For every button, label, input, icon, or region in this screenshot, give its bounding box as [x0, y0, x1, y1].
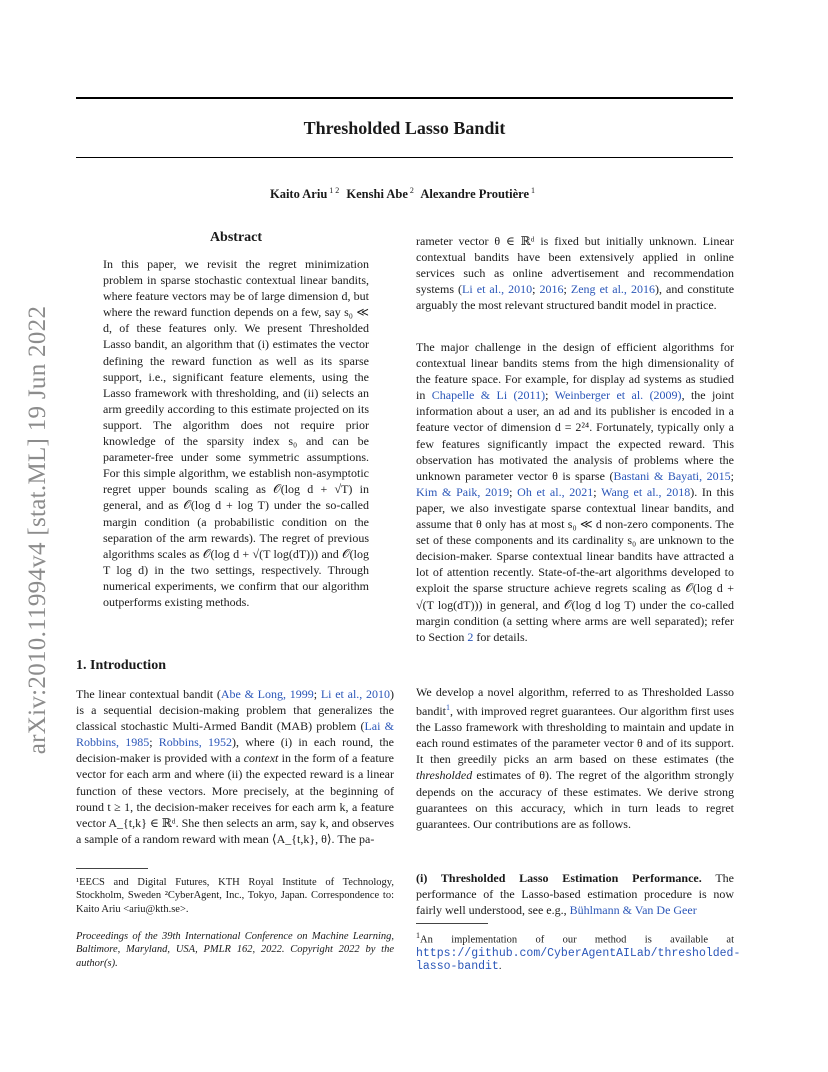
text-run: . [498, 961, 502, 973]
emphasis-thresholded: thresholded [416, 768, 473, 783]
text-run: ) is a sequential decision-making problem that generalizes the classical stochastic Multi-Armed Bandit (MAB) problem ( [76, 687, 395, 734]
arxiv-stamp: arXiv:2010.11994v4 [stat.ML] 19 Jun 2022 [24, 305, 51, 755]
footnote-proceedings: Proceedings of the 39th International Conference on Machine Learning, Baltimore, Maryland, USA, PMLR 162, 2022. Copyright 2022 by the author(s). [76, 931, 394, 969]
citation-link[interactable]: Kim & Paik, 2019 [416, 484, 510, 499]
abstract-paragraph: In this paper, we revisit the regret minimization problem in sparse stochastic contextual linear bandits, where feature vectors may be of large dimension d, but where the reward function depends on a few, say s₀ ≪ d, of these features only. We present Thresholded Lasso bandit, an algorithm that (i) estimates the vector defining the reward function as well as its sparse support, i.e., significant feature elements, using the Lasso framework with thresholding, and (ii) selects an arm greedily according to this estimate projected on its support. The algorithm does not require prior knowledge of the sparsity index s₀ and can be parameter-free under some symmetric assumptions. For this simple algorithm, we establish non-asymptotic regret upper bounds scaling as 𝒪(log d + √T) in general, and as 𝒪(log d + log T) under the so-called margin condition (a probabilistic condition on the separation of the arm rewards). The regret of previous algorithms scales as 𝒪(log d + √(T log(dT))) and 𝒪(log T log d) in the two settings, respectively. Through numerical experiments, we confirm that our algorithm outperforms existing methods. [103, 257, 369, 609]
text-run: ; [532, 282, 540, 297]
footnote-marker[interactable]: 1 [446, 703, 450, 713]
citation-link[interactable]: Robbins, 1952 [158, 735, 233, 750]
citation-link[interactable]: Oh et al., 2021 [517, 484, 594, 499]
citation-link[interactable]: Wang et al., 2018 [601, 484, 691, 499]
text-run: ; [545, 388, 555, 403]
text-run: ). In this paper, we also investigate sparse contextual linear bandits, and assume that θ only has at most s₀ ≪ d non-zero components. The set of these components and its cardinality s₀ are unknown to the decision-maker. Sparse contextual linear bandits have attracted a lot of attention recently. State-of-the-art algorithms developed to exploit the sparse structure achieve regrets scaling as 𝒪(log d + √(T log(dT))) in general, and 𝒪(log d log T) under the co-called margin condition (a setting where arms are well separated); refer to Section [416, 484, 734, 644]
author-affiliation: 1 2 [329, 186, 340, 195]
right-paragraph-1 [416, 233, 734, 313]
text-run: The linear contextual bandit ( [76, 687, 221, 701]
text-run: ), where (i) in each round, the decision-maker is provided with a [76, 735, 394, 766]
citation-link[interactable]: Abe & Long, 1999 [220, 687, 314, 701]
citation-link[interactable]: 2016 [539, 282, 564, 297]
footnote-rule-left [76, 868, 148, 869]
author-affiliation: 1 [531, 186, 535, 195]
abstract-body [103, 256, 369, 610]
citation-link[interactable]: Lai & Robbins, 1985 [76, 719, 394, 750]
section-heading-introduction: 1. Introduction [76, 658, 166, 673]
text-run: ; [593, 484, 602, 499]
text-run: The performance of the Lasso-based estimation procedure is now fairly well understood, see e.g., [416, 871, 734, 918]
text-run: rameter vector θ ∈ ℝᵈ is fixed but initially unknown. Linear contextual bandits have been extensively applied in online services such as online advertisement and recommendation systems ( [416, 234, 734, 297]
text-run: ; [509, 484, 518, 499]
text-run: estimates of θ). The regret of the algorithm strongly depends on the accuracy of these estimates. We derive strong guarantees on this accuracy, which in turn leads to regret guarantees. Our contributions are as follows. [416, 768, 734, 831]
text-run: ), and constitute arguably the most relevant structured bandit model in practice. [416, 282, 735, 313]
text-run: ; [730, 468, 734, 483]
text-run: , the joint information about a user, an ad and its publisher is encoded in a feature vector of dimension d = 2²⁴. Fortunately, typically only a few features significantly impact the expected reward. This observation has motivated the analysis of problems where the unknown parameter vector θ is sparse ( [416, 388, 735, 483]
footnote-rule-right [416, 923, 488, 924]
footnote-affiliations: ¹EECS and Digital Futures, KTH Royal Institute of Technology, Stockholm, Sweden ²CyberAgent, Inc., Tokyo, Japan. Correspondence to: Kaito Ariu <ariu@kth.se>. [76, 877, 394, 915]
text-run: ; [313, 687, 321, 701]
right-paragraph-2 [416, 339, 734, 645]
author-name: Kenshi Abe [346, 187, 408, 202]
text-run: The major challenge in the design of efficient algorithms for contextual linear bandits stems from the high dimensionality of the feature space. For example, for display ad systems as studied in [416, 340, 734, 403]
title-rule-bottom [76, 157, 733, 158]
author-name: Alexandre Proutière [420, 187, 529, 202]
paper-title: Thresholded Lasso Bandit [303, 118, 506, 138]
citation-link[interactable]: Chapelle & Li (2011) [431, 388, 546, 403]
code-repository-link[interactable]: https://github.com/CyberAgentAILab/thresholded-lasso-bandit [416, 946, 741, 974]
abstract-heading: Abstract [209, 230, 263, 245]
paragraph-lead-heading: (i) Thresholded Lasso Estimation Performance. [416, 871, 702, 885]
author-affiliation: 2 [409, 186, 414, 195]
text-run: , with improved regret guarantees. Our algorithm first uses the Lasso framework with thresholding to maintain and update in each round estimates of the parameter vector θ and of its support. It then greedily picks an arm based on these estimates (the [416, 704, 734, 767]
text-run: ; [149, 735, 159, 750]
text-run: We develop a novel algorithm, referred to as Thresholded Lasso bandit [416, 685, 734, 719]
title-rule-top [76, 97, 733, 99]
right-paragraph-3 [416, 684, 734, 832]
citation-link[interactable]: Li et al., 2010 [320, 687, 391, 701]
text-run: An implementation of our method is available at [420, 934, 734, 946]
footnote-number: 1 [416, 931, 420, 940]
citation-link[interactable]: Zeng et al., 2016 [570, 282, 655, 297]
right-paragraph-4 [416, 870, 734, 918]
emphasis-context: context [243, 751, 279, 766]
footnote-code-link [416, 929, 741, 974]
citation-link[interactable]: Bastani & Bayati, 2015 [613, 468, 731, 483]
text-run: ; [563, 282, 571, 297]
author-list [76, 186, 733, 202]
author-name: Kaito Ariu [269, 187, 328, 202]
citation-link[interactable]: Li et al., 2010 [462, 282, 533, 297]
section-link[interactable]: 2 [467, 629, 474, 644]
introduction-paragraph [76, 686, 394, 847]
text-run: for details. [473, 629, 528, 644]
citation-link[interactable]: Bühlmann & Van De Geer [569, 903, 697, 918]
text-run: in the form of a feature vector for each arm and where (ii) the expected reward is a linear function of these vectors. More precisely, at the beginning of round t ≥ 1, the decision-maker receives for each arm k, a feature vector A_{t,k} ∈ ℝᵈ. She then selects an arm, say k, and observes a sample of a random reward with mean ⟨A_{t,k}, θ⟩. The pa- [76, 751, 394, 846]
citation-link[interactable]: Weinberger et al. (2009) [554, 388, 682, 403]
